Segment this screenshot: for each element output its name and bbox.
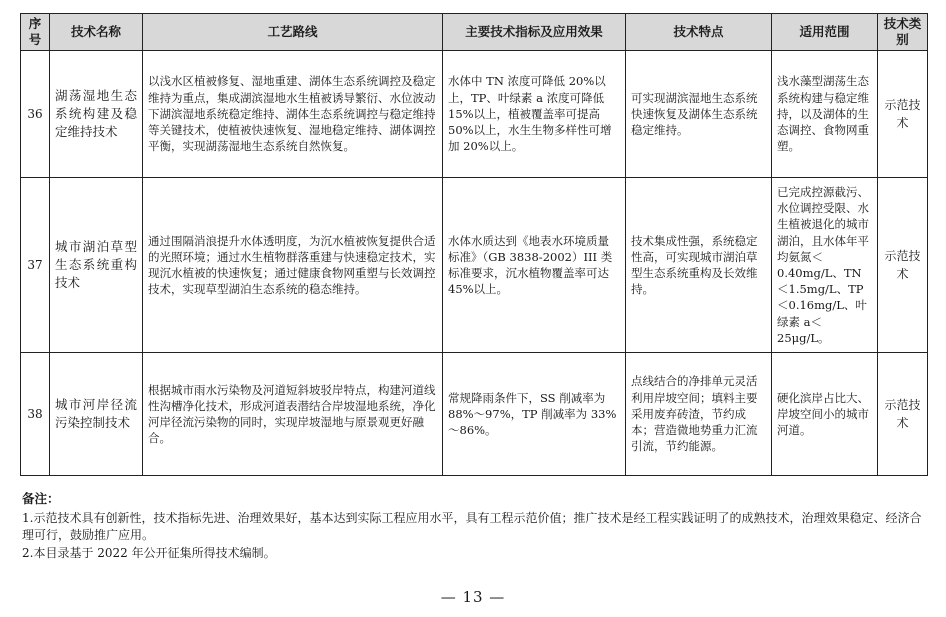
scope: 浅水藻型湖荡生态系统构建与稳定维持，以及湖体的生态调控、食物网重塑。 (772, 51, 878, 178)
technology-name: 湖荡湿地生态系统构建及稳定维持技术 (50, 51, 143, 178)
indicators: 水体水质达到《地表水环境质量标准》（GB 3838-2002）III 类标准要求，沉水植物覆盖率可达 45%以上。 (443, 178, 626, 353)
header-no: 序号 (21, 14, 50, 51)
note-item: 2.本目录基于 2022 年公开征集所得技术编制。 (22, 546, 276, 560)
header-features: 技术特点 (626, 14, 772, 51)
table-header-row (21, 14, 928, 51)
features: 技术集成性强，系统稳定性高，可实现城市湖泊草型生态系统重构及长效维持。 (626, 178, 772, 353)
row-number: 36 (21, 51, 50, 178)
process-route: 以浅水区植被修复、湿地重建、湖体生态系统调控及稳定维持为重点，集成湖滨湿地水生植被诱导繁衍、水位波动下湖滨湿地系统稳定维持、湖体生态系统调控与稳定维持等关键技术，使植被快速恢复、湿地稳定维持、湖体调控平衡，实现湖荡湿地生态系统自然恢复。 (143, 51, 443, 178)
header-name: 技术名称 (50, 14, 143, 51)
table-row (21, 178, 928, 353)
row-number: 38 (21, 353, 50, 476)
header-category: 技术类别 (878, 14, 928, 51)
scope: 已完成控源截污、水位调控受限、水生植被退化的城市湖泊，且水体年平均氨氮＜0.40mg/L、TN＜1.5mg/L、TP＜0.16mg/L、叶绿素 a＜25μg/L。 (772, 178, 878, 353)
category: 示范技术 (878, 51, 928, 178)
indicators: 水体中 TN 浓度可降低 20%以上，TP、叶绿素 a 浓度可降低 15%以上，植被覆盖率可提高 50%以上，水生生物多样性可增加 20%以上。 (443, 51, 626, 178)
category: 示范技术 (878, 353, 928, 476)
technology-name: 城市湖泊草型生态系统重构技术 (50, 178, 143, 353)
notes-section (22, 490, 928, 563)
notes-title: 备注： (22, 491, 60, 506)
category: 示范技术 (878, 178, 928, 353)
technology-name: 城市河岸径流污染控制技术 (50, 353, 143, 476)
table-row (21, 353, 928, 476)
features: 点线结合的净排单元灵活利用岸坡空间；填料主要采用废弃砖渣，节约成本；营造微地势重力汇流引流，节约能源。 (626, 353, 772, 476)
scope: 硬化滨岸占比大、岸坡空间小的城市河道。 (772, 353, 878, 476)
header-scope: 适用范围 (772, 14, 878, 51)
features: 可实现湖滨湿地生态系统快速恢复及湖体生态系统稳定维持。 (626, 51, 772, 178)
header-indicators: 主要技术指标及应用效果 (443, 14, 626, 51)
indicators: 常规降雨条件下，SS 削减率为 88%～97%，TP 削减率为 33%～86%。 (443, 353, 626, 476)
process-route: 通过围隔消浪提升水体透明度，为沉水植被恢复提供合适的光照环境；通过水生植物群落重建与快速稳定技术，实现沉水植被的快速恢复；通过健康食物网重塑与长效调控技术，实现草型湖泊生态系统的稳态维持。 (143, 178, 443, 353)
row-number: 37 (21, 178, 50, 353)
page-number: — 13 — (440, 588, 506, 606)
process-route: 根据城市雨水污染物及河道短斜坡驳岸特点，构建河道线性沟槽净化技术，形成河道表潜结合岸坡湿地系统，净化河岸径流污染物的同时，实现岸坡湿地与原景观更好融合。 (143, 353, 443, 476)
technology-table (20, 13, 928, 476)
note-item: 1.示范技术具有创新性，技术指标先进、治理效果好，基本达到实际工程应用水平，具有工程示范价值；推广技术是经工程实践证明了的成熟技术，治理效果稳定、经济合理可行，鼓励推广应用。 (22, 511, 922, 542)
table-row (21, 51, 928, 178)
header-process: 工艺路线 (143, 14, 443, 51)
